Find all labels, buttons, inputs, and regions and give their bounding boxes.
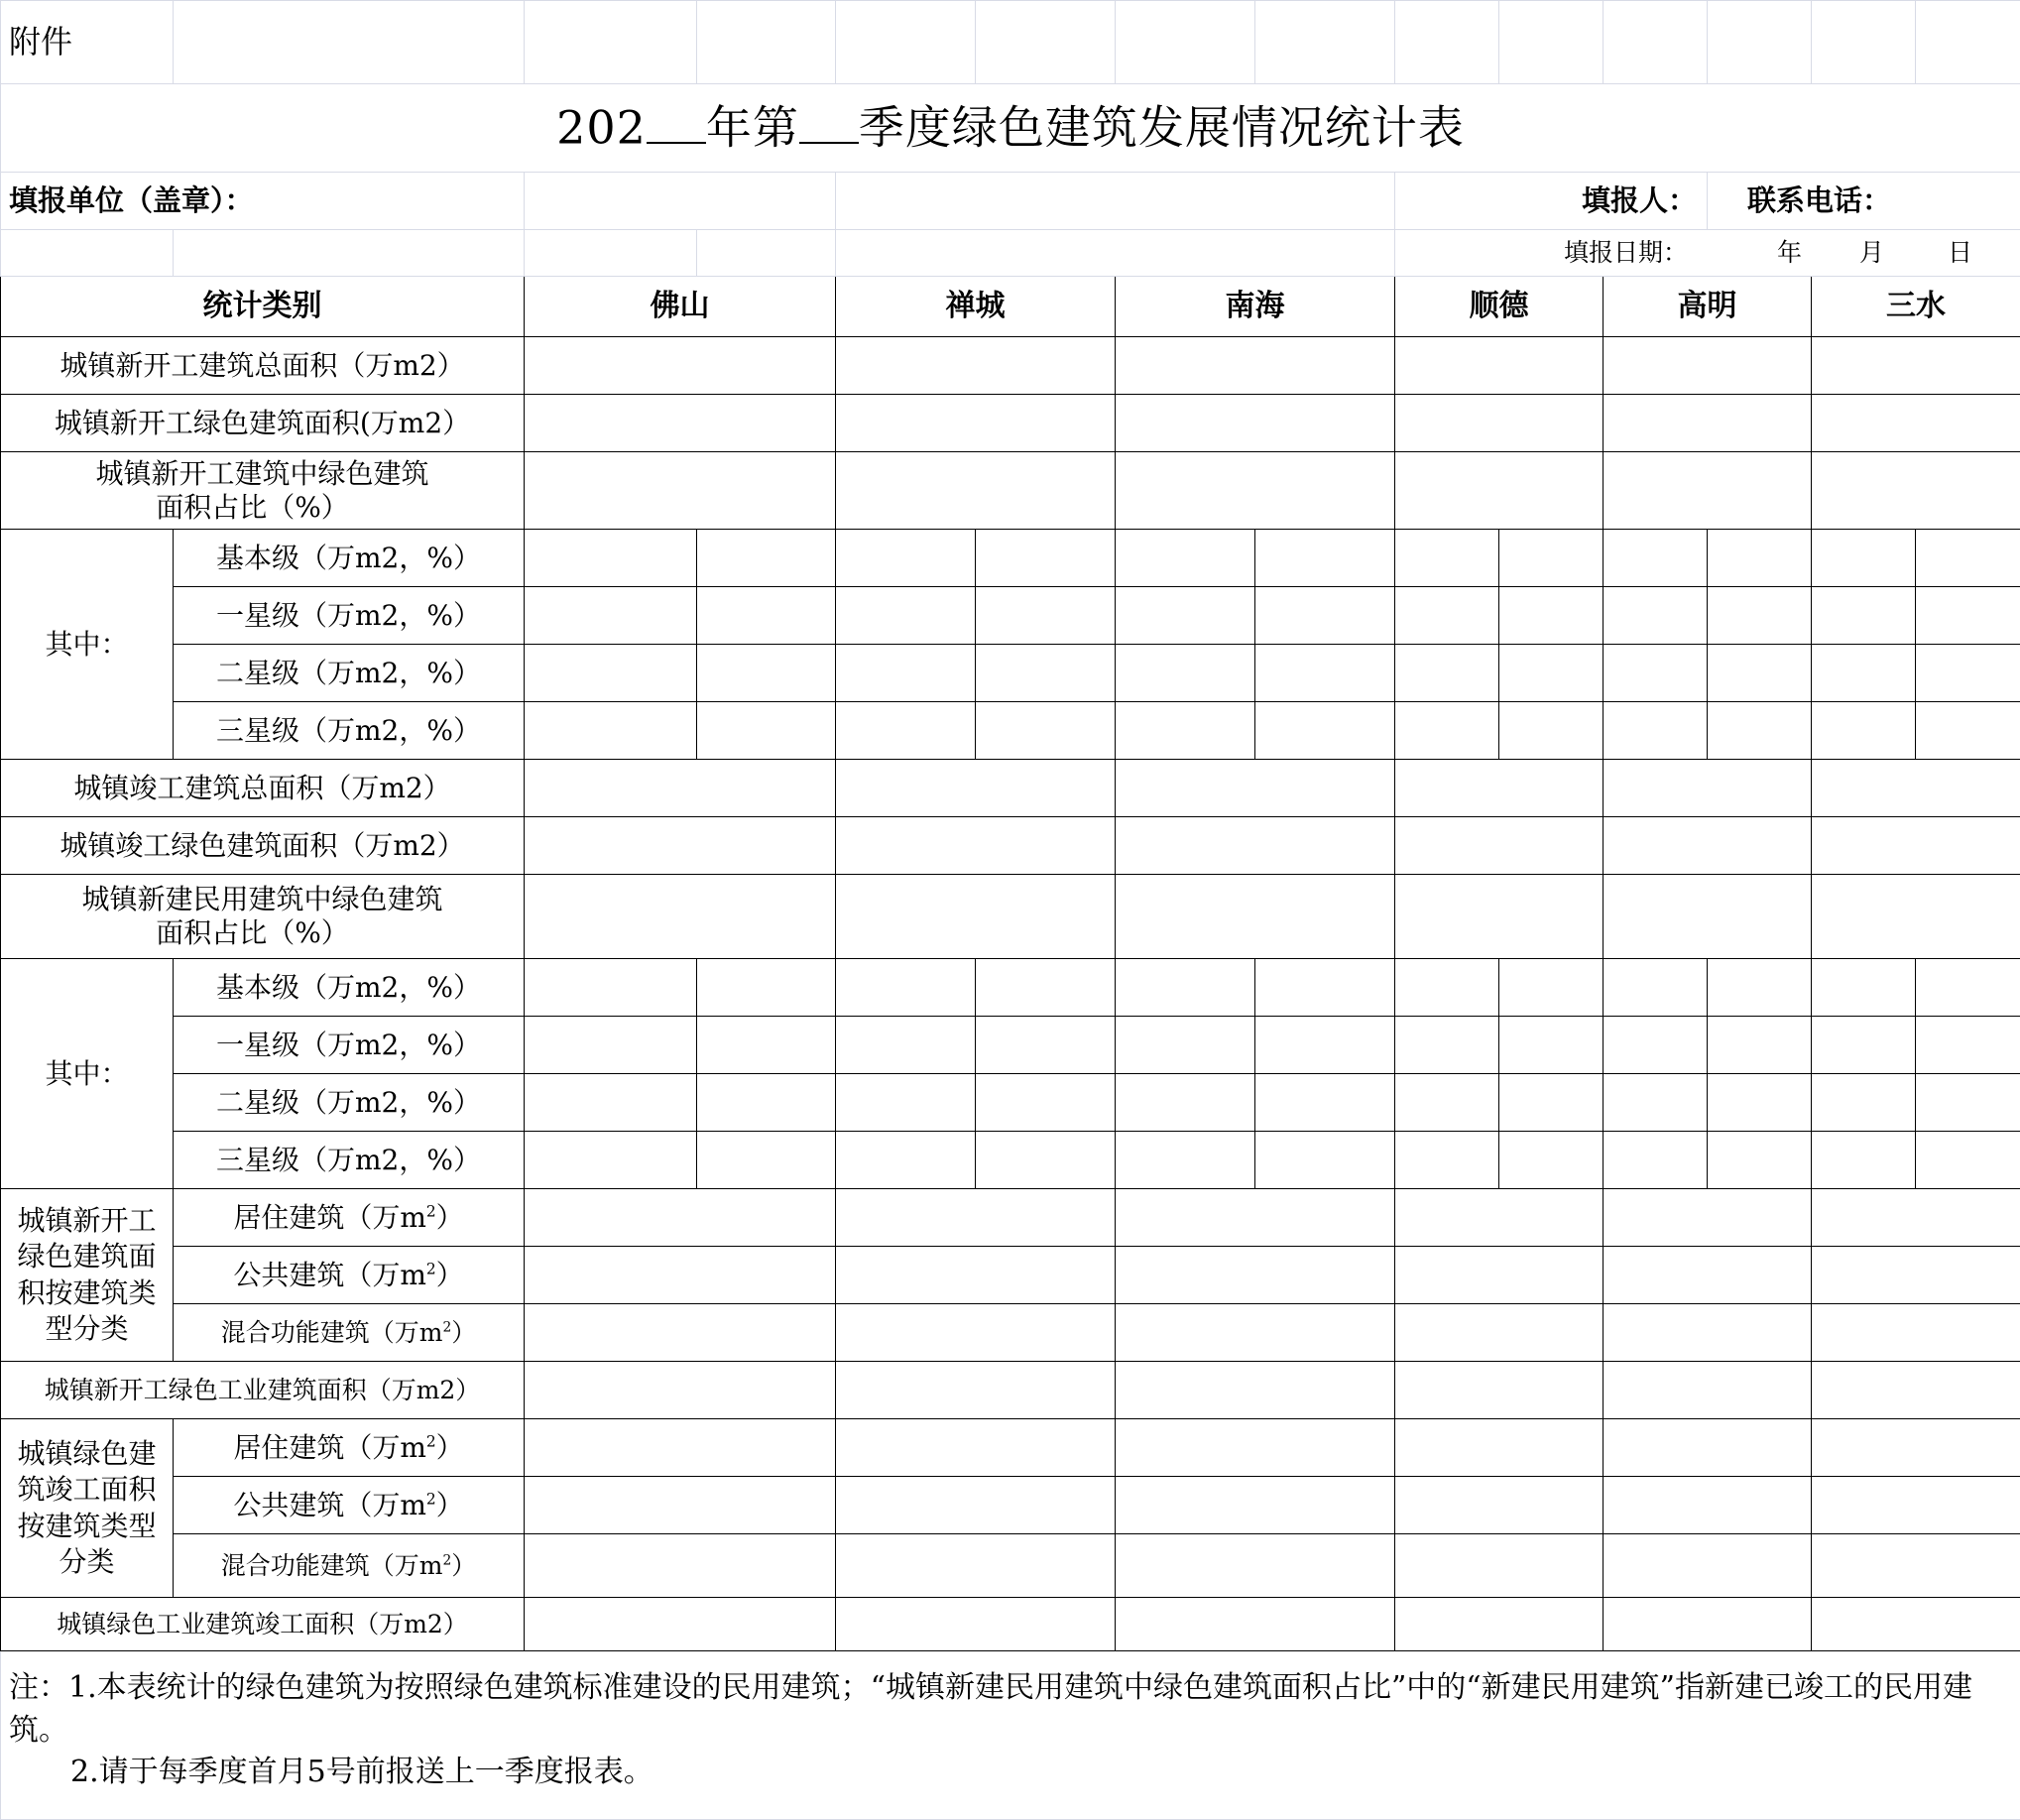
table-row [1, 1477, 2020, 1534]
table-row [1, 1189, 2020, 1247]
table-row [1, 875, 2020, 959]
table-row [1, 337, 2020, 395]
level-two-star-label: 二星级（万m2，%） [174, 1074, 525, 1132]
header-region-shunde: 顺德 [1395, 277, 1604, 337]
level-three-star-label: 三星级（万m2，%） [174, 1132, 525, 1189]
row-label-new-total: 城镇新开工建筑总面积（万m2） [1, 337, 525, 395]
level-one-star-label: 一星级（万m2，%） [174, 587, 525, 645]
header-region-sanshui: 三水 [1812, 277, 2020, 337]
mixed-label: 混合功能建筑（万$m^2$） [174, 1304, 525, 1362]
table-row [1, 1017, 2020, 1074]
note-line-2: 2.请于每季度首月5号前报送上一季度报表。 [9, 1752, 2012, 1794]
fill-unit-label: 填报单位（盖章）： [1, 173, 525, 230]
fill-date [1395, 230, 2020, 277]
level-two-star-label: 二星级（万m2，%） [174, 645, 525, 702]
table-row [1, 1247, 2020, 1304]
title-part3: 季度绿色建筑发展情况统计表 [859, 101, 1465, 155]
table-row [1, 452, 2020, 530]
table-row [1, 395, 2020, 452]
header-region-nanhai: 南海 [1116, 277, 1395, 337]
level-basic-label: 基本级（万m2，%） [174, 530, 525, 587]
table-row [1, 1534, 2020, 1598]
table-row [1, 760, 2020, 817]
header-region-foshan: 佛山 [525, 277, 836, 337]
public-label: 公共建筑（万$m^2$） [174, 1477, 525, 1534]
public-label: 公共建筑（万$m^2$） [174, 1247, 525, 1304]
table-row [1, 1074, 2020, 1132]
new-by-type-label: 城镇新开工 绿色建筑面 积按建筑类 型分类 [1, 1189, 174, 1362]
done-by-type-label: 城镇绿色建 筑竣工面积 按建筑类型 分类 [1, 1419, 174, 1598]
header-category: 统计类别 [1, 277, 525, 337]
table-row [1, 587, 2020, 645]
level-basic-label: 基本级（万m2，%） [174, 959, 525, 1017]
fill-unit-value[interactable] [525, 173, 836, 230]
year-blank[interactable] [647, 100, 706, 143]
attachment-label: 附件 [1, 1, 174, 84]
row-label-done-green: 城镇竣工绿色建筑面积（万m2） [1, 817, 525, 875]
row-label-new-ratio: 城镇新开工建筑中绿色建筑 面积占比（%） [1, 452, 525, 530]
table-row [1, 530, 2020, 587]
table-row [1, 1304, 2020, 1362]
residential-label: 居住建筑（万$m^2$） [174, 1419, 525, 1477]
title-part1: 202 [556, 101, 647, 155]
page-title [1, 84, 2020, 173]
table-row [1, 1132, 2020, 1189]
table-row [1, 1598, 2020, 1651]
date-day: 日 [1948, 238, 1972, 267]
level-one-star-label: 一星级（万m2，%） [174, 1017, 525, 1074]
row-label-new-green: 城镇新开工绿色建筑面积(万m2） [1, 395, 525, 452]
phone-label: 联系电话： [1708, 173, 2020, 230]
filler-label: 填报人： [1395, 173, 1708, 230]
residential-label: 居住建筑（万$m^2$） [174, 1189, 525, 1247]
row-label-new-industrial: 城镇新开工绿色工业建筑面积（万m2） [1, 1362, 525, 1419]
notes [1, 1651, 2020, 1820]
of-which-label-1: 其中： [1, 530, 174, 760]
table-row [1, 645, 2020, 702]
quarter-blank[interactable] [799, 100, 859, 143]
table-row [1, 817, 2020, 875]
row-label-done-industrial: 城镇绿色工业建筑竣工面积（万m2） [1, 1598, 525, 1651]
note-line-1: 注：1.本表统计的绿色建筑为按照绿色建筑标准建设的民用建筑；“城镇新建民用建筑中绿色建筑面积占比”中的“新建民用建筑”指新建已竣工的民用建筑。 [9, 1667, 2012, 1752]
row-label-civil-ratio: 城镇新建民用建筑中绿色建筑 面积占比（%） [1, 875, 525, 959]
of-which-label-2: 其中： [1, 959, 174, 1189]
header-region-chancheng: 禅城 [836, 277, 1116, 337]
table-row [1, 1362, 2020, 1419]
mixed-label: 混合功能建筑（万$m^2$） [174, 1534, 525, 1598]
header-region-gaoming: 高明 [1604, 277, 1812, 337]
level-three-star-label: 三星级（万m2，%） [174, 702, 525, 760]
table-row [1, 1419, 2020, 1477]
row-label-done-total: 城镇竣工建筑总面积（万m2） [1, 760, 525, 817]
table-row [1, 702, 2020, 760]
date-month: 月 [1859, 238, 1884, 267]
date-label: 填报日期： [1564, 238, 1688, 267]
date-year: 年 [1777, 238, 1802, 267]
title-part2: 年第 [706, 101, 799, 155]
table-row [1, 959, 2020, 1017]
